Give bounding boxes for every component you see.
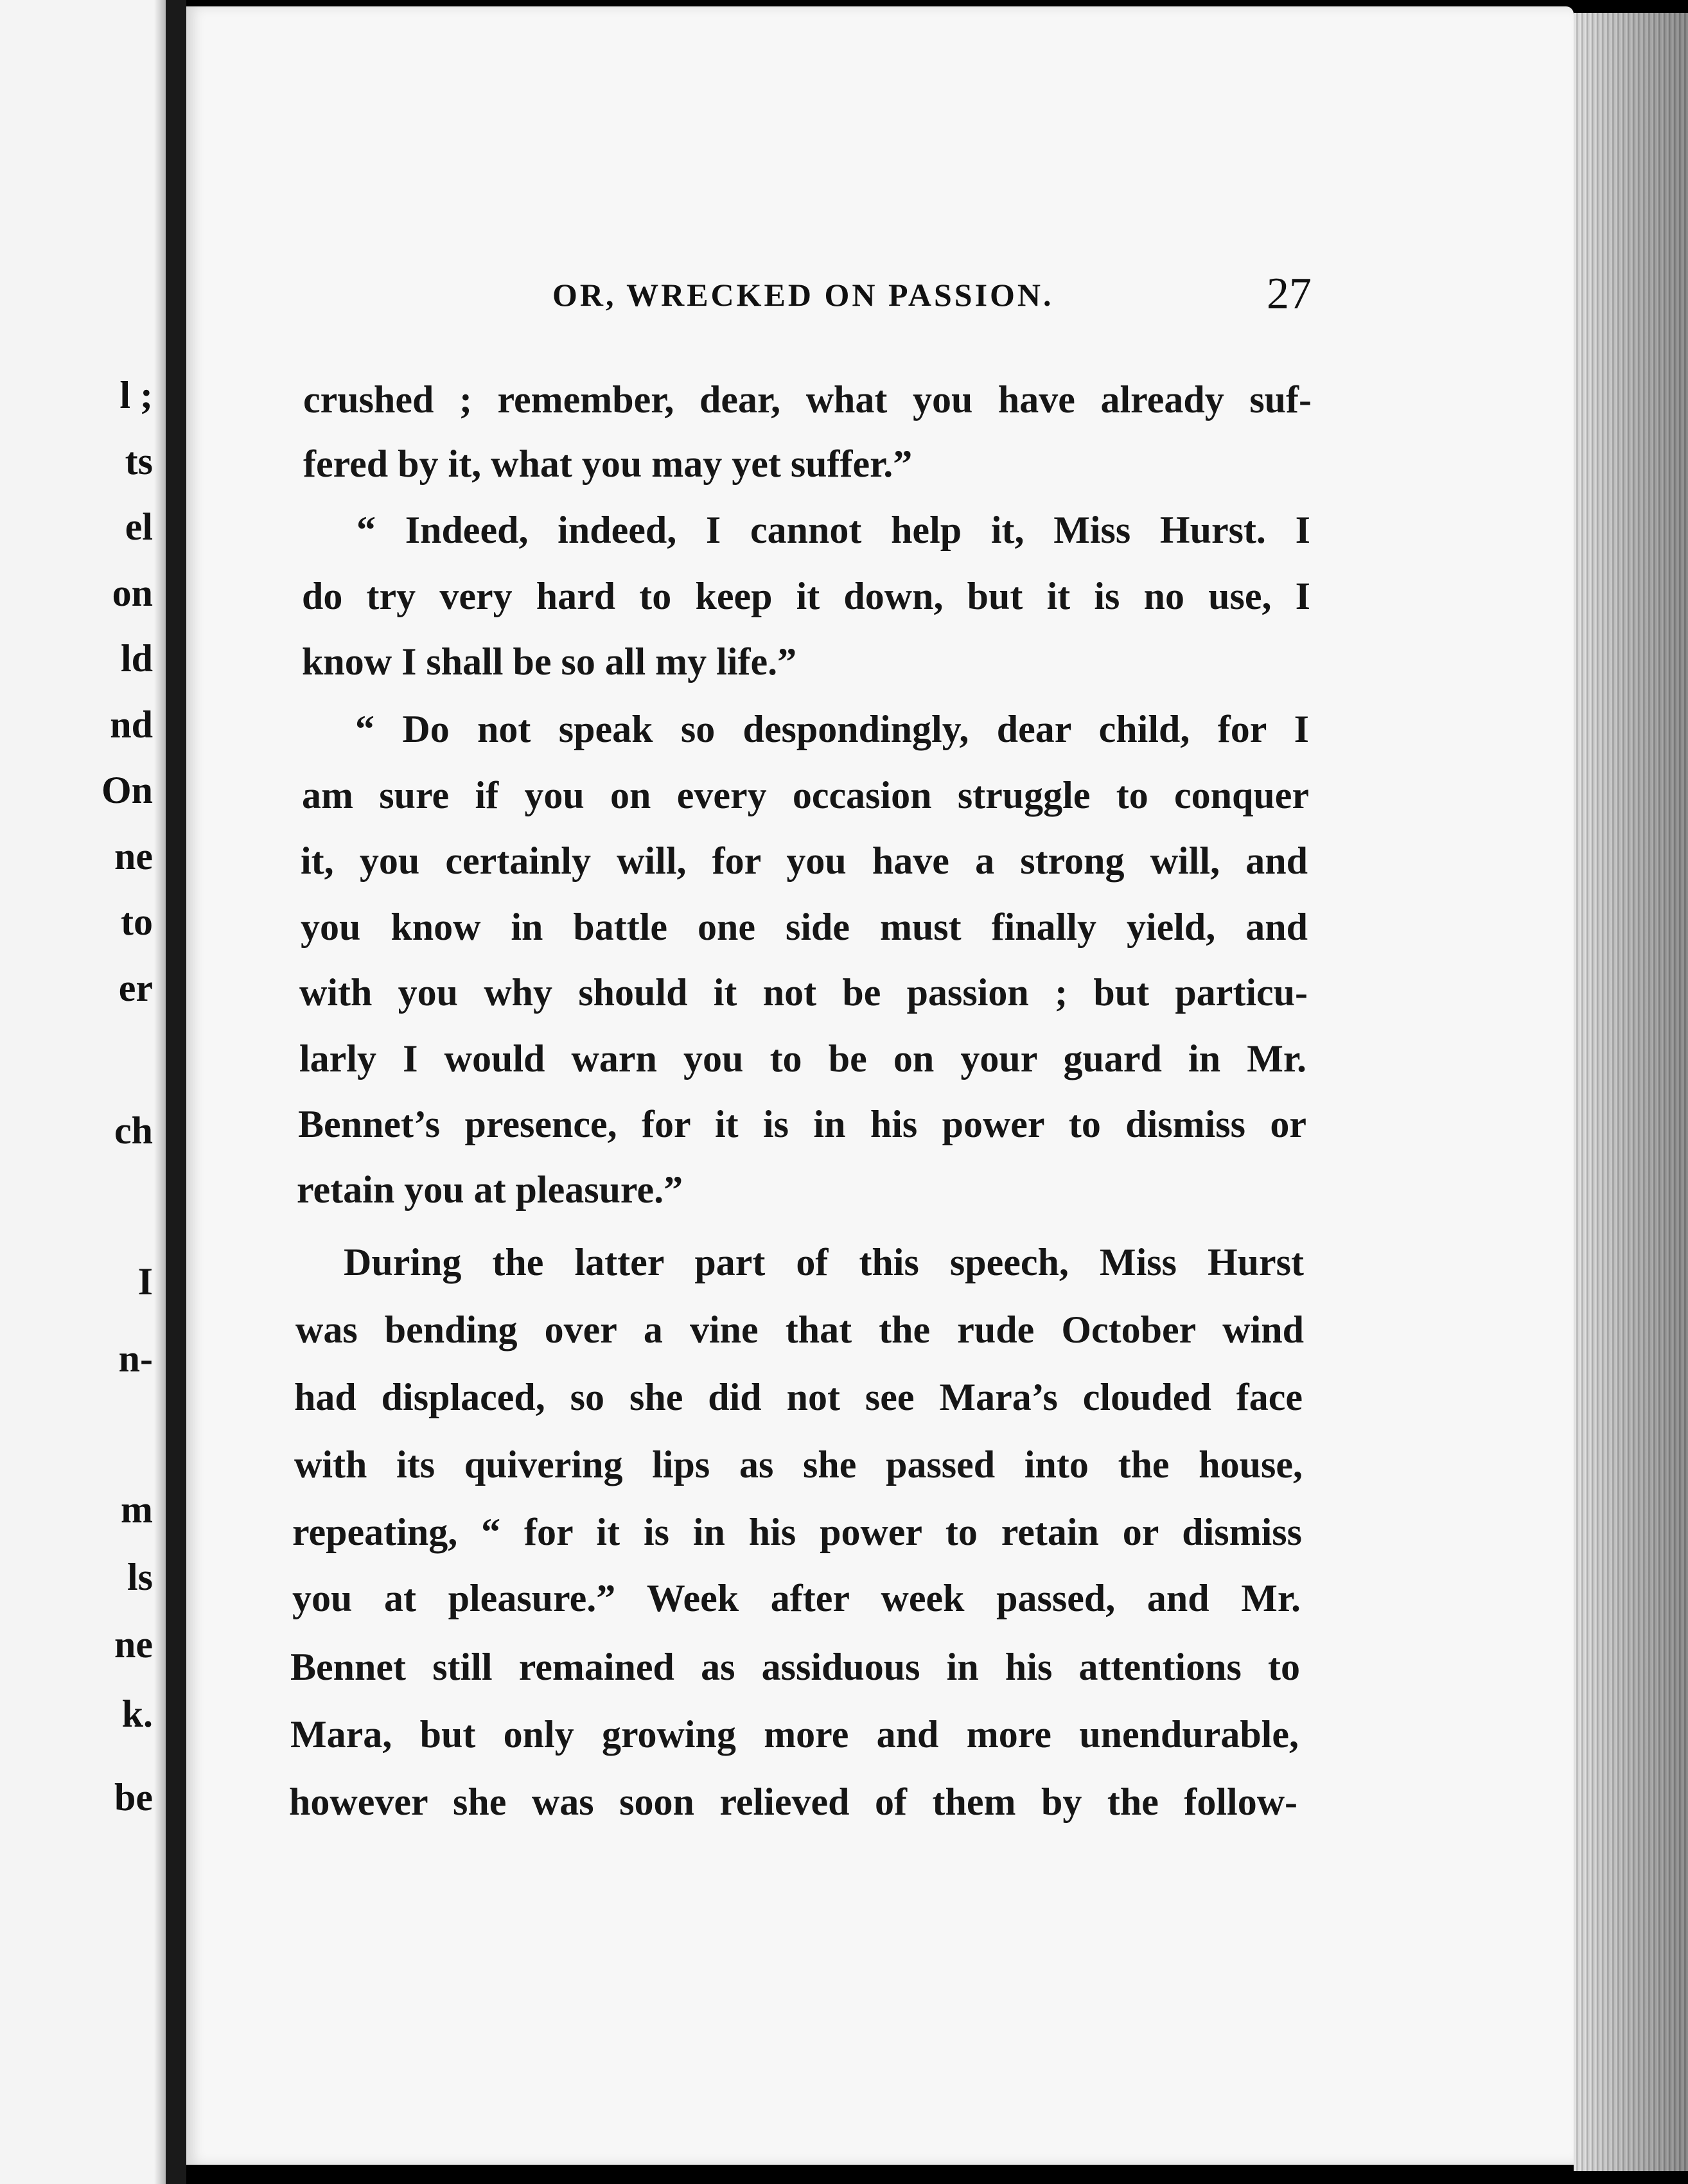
left-page-fragment: el xyxy=(125,506,153,548)
right-page xyxy=(186,6,1574,2165)
left-page-fragment: ld xyxy=(120,637,153,680)
left-page-fragment: On xyxy=(101,769,153,811)
body-line: Bennet still remained as assiduous in his attentions to xyxy=(290,1646,1300,1688)
body-line: it, you certainly will, for you have a strong will, and xyxy=(301,840,1308,882)
page-edges-shade xyxy=(1574,13,1688,2171)
body-line: During the latter part of this speech, Miss Hurst xyxy=(344,1241,1304,1283)
gutter-shadow xyxy=(154,0,166,2184)
body-line: was bending over a vine that the rude October wind xyxy=(295,1308,1304,1351)
left-page-fragment: on xyxy=(112,572,153,614)
body-line: Bennet’s presence, for it is in his power to dismiss or xyxy=(298,1103,1306,1145)
left-page-fragment: be xyxy=(114,1776,153,1819)
left-page-fragment: ts xyxy=(125,440,153,482)
body-line: “ Do not speak so despondingly, dear child, for I xyxy=(355,708,1309,750)
book-spine xyxy=(166,0,186,2184)
left-page-fragment: nd xyxy=(110,703,153,746)
body-line: crushed ; remember, dear, what you have already suf- xyxy=(303,378,1312,421)
body-line: had displaced, so she did not see Mara’s clouded face xyxy=(294,1376,1303,1418)
body-line: you at pleasure.” Week after week passed, and Mr. xyxy=(292,1577,1301,1619)
left-page-fragment: ne xyxy=(114,835,153,877)
left-page-fragment: to xyxy=(121,901,153,943)
page-number: 27 xyxy=(1267,269,1312,319)
left-page-fragment: er xyxy=(118,967,153,1009)
left-page-fragment: I xyxy=(137,1260,153,1303)
left-facing-page xyxy=(0,0,166,2184)
running-head: OR, WRECKED ON PASSION. xyxy=(552,277,1054,313)
left-page-fragment: l ; xyxy=(119,374,153,416)
body-line: am sure if you on every occasion struggle to conquer xyxy=(302,774,1309,816)
left-page-fragment: ch xyxy=(114,1109,153,1152)
body-line: you know in battle one side must finally yield, and xyxy=(301,906,1308,948)
page-edges xyxy=(1574,13,1688,2171)
body-line: “ Indeed, indeed, I cannot help it, Miss Hurst. I xyxy=(356,509,1310,551)
left-page-fragment: ls xyxy=(127,1556,153,1598)
body-line: repeating, “ for it is in his power to retain or dismiss xyxy=(292,1511,1302,1553)
left-page-fragment: n- xyxy=(118,1337,153,1380)
body-line: with its quivering lips as she passed into the house, xyxy=(294,1443,1303,1486)
body-line: Mara, but only growing more and more unendurable, xyxy=(290,1713,1299,1756)
body-line: with you why should it not be passion ; but particu- xyxy=(299,971,1308,1014)
body-line: however she was soon relieved of them by the follow- xyxy=(289,1781,1297,1823)
body-line: larly I would warn you to be on your guard in Mr. xyxy=(299,1037,1306,1080)
body-line: do try very hard to keep it down, but it is no use, I xyxy=(302,575,1310,617)
left-page-fragment: m xyxy=(121,1488,153,1531)
left-page-fragment: k. xyxy=(121,1693,153,1735)
body-line: fered by it, what you may yet suffer.” xyxy=(303,443,913,485)
body-line: retain you at pleasure.” xyxy=(297,1168,683,1211)
left-page-fragment: ne xyxy=(114,1623,153,1666)
body-line: know I shall be so all my life.” xyxy=(302,640,797,683)
